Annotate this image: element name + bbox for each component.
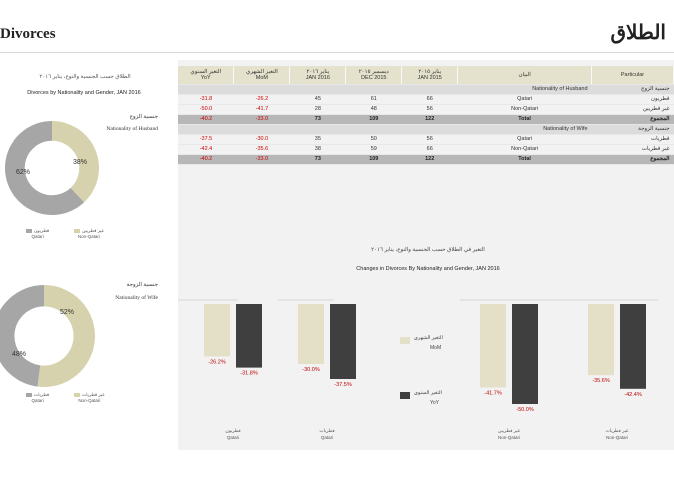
legend-label-en: Non-Qatari	[77, 234, 100, 239]
bar-label-yoy-0: -31.8%	[240, 370, 258, 377]
section-title-ar: جنسية الزوج	[592, 84, 674, 94]
cell-dec2015: 59	[346, 144, 402, 154]
donut-panel-title-ar: الطلاق حسب الجنسية والنوع، يناير ٢٠١٦	[39, 74, 131, 80]
page-title-ar: الطلاق	[610, 20, 666, 44]
table-row	[178, 144, 674, 154]
col-header-jan2015	[402, 66, 458, 84]
cell-jan2015: 66	[402, 94, 458, 104]
bar-chart-title-ar: التغير في الطلاق حسب الجنسية والنوع، يناير ٢٠١٦	[371, 247, 485, 253]
section-title-en: Nationality of Wife	[458, 124, 592, 134]
bar-label-yoy-3: -42.4%	[624, 391, 642, 398]
cell-yoy: -50.0	[178, 104, 234, 114]
bar-mom-0	[204, 304, 230, 356]
cell-jan2015: 66	[402, 144, 458, 154]
header-divider	[0, 52, 674, 53]
group-label-en-3: Non-Qatari	[605, 435, 629, 440]
bar-label-mom-2: -41.7%	[484, 390, 502, 397]
cell-jan2016: 35	[290, 134, 346, 144]
col-header-statement-ar	[458, 66, 592, 84]
wife-donut-chart	[0, 284, 96, 388]
cell-particular-en: Total	[458, 114, 592, 124]
legend-mom-en: MoM	[430, 345, 442, 351]
cell-dec2015: 48	[346, 104, 402, 114]
husband-legend-qatari	[26, 228, 49, 240]
legend-swatch	[26, 229, 32, 233]
bar-chart	[178, 282, 674, 450]
col-header-ar: يناير ٢٠١٦	[306, 68, 330, 75]
donut-panel	[0, 62, 168, 447]
col-header-ar: التغير الشهري	[246, 68, 278, 75]
col-header-mom	[234, 66, 290, 84]
cell-mom: -35.6	[234, 144, 290, 154]
wife-label-en: Nationality of Wife	[115, 295, 158, 301]
cell-mom: -33.0	[234, 154, 290, 164]
col-header-en: JAN 2016	[305, 74, 330, 81]
table-total-row	[178, 114, 674, 124]
cell-mom: -41.7	[234, 104, 290, 114]
husband-label-ar: جنسية الزوج	[129, 114, 158, 120]
legend-label-en: Qatari	[31, 398, 44, 403]
cell-jan2016: 38	[290, 144, 346, 154]
bar-yoy-1	[330, 304, 356, 379]
wife-legend-nonqatari	[74, 392, 105, 404]
section-title-ar: جنسية الزوجة	[592, 124, 674, 134]
cell-jan2015: 122	[402, 114, 458, 124]
cell-particular-en: Total	[458, 154, 592, 164]
cell-jan2015: 56	[402, 134, 458, 144]
wife-donut-nonqatari-slice	[38, 285, 95, 387]
section-spacer	[178, 84, 458, 94]
bar-label-yoy-2: -50.0%	[516, 407, 534, 413]
cell-mom: -30.0	[234, 134, 290, 144]
bar-yoy-2	[512, 304, 538, 404]
cell-particular-en: Non-Qatari	[458, 104, 592, 114]
cell-jan2015: 122	[402, 154, 458, 164]
col-header-en: DEC 2015	[361, 74, 387, 81]
table-total-row	[178, 154, 674, 164]
cell-yoy: -40.2	[178, 154, 234, 164]
legend-yoy-en: YoY	[430, 400, 439, 406]
col-header-en: YoY	[200, 74, 211, 81]
legend-label-ar: قطريون	[34, 228, 50, 233]
cell-particular-ar: قطريون	[592, 94, 674, 104]
legend-swatch	[26, 393, 32, 397]
cell-dec2015: 109	[346, 114, 402, 124]
legend-label-ar: غير قطريات	[82, 392, 105, 397]
bar-label-mom-0: -26.2%	[208, 359, 226, 366]
cell-dec2015: 61	[346, 94, 402, 104]
col-header-dec2015	[346, 66, 402, 84]
cell-mom: -33.0	[234, 114, 290, 124]
section-title-en: Nationality of Husband	[458, 84, 592, 94]
wife-donut-qatari-slice	[0, 285, 44, 387]
col-header-particular	[592, 66, 674, 84]
wife-qatari-pct: 48%	[12, 351, 27, 358]
bar-label-mom-1: -30.0%	[302, 367, 320, 373]
page-title-en: Divorces	[0, 26, 56, 42]
legend-label-ar: غير قطريين	[82, 228, 104, 233]
bar-label-yoy-1: -37.5%	[334, 382, 352, 388]
cell-yoy: -40.2	[178, 114, 234, 124]
husband-label-en: Nationality of Husband	[106, 126, 158, 132]
husband-nonqatari-pct: 38%	[73, 159, 88, 166]
group-label-en-1: Qatari	[320, 435, 334, 440]
wife-nonqatari-pct: 52%	[60, 309, 75, 316]
cell-particular-ar: غير قطريات	[592, 144, 674, 154]
husband-legend-nonqatari	[74, 228, 104, 240]
cell-particular-ar: المجموع	[592, 114, 674, 124]
bar-yoy-0	[236, 304, 262, 368]
legend-yoy-ar: التغير السنوي	[414, 390, 442, 396]
col-header-ar: البيان	[518, 71, 531, 78]
cell-jan2016: 73	[290, 154, 346, 164]
col-header-ar: التغير السنوي	[190, 68, 222, 75]
cell-dec2015: 109	[346, 154, 402, 164]
table-section-header	[178, 124, 674, 134]
cell-mom: -26.2	[234, 94, 290, 104]
group-label-ar-2: غير قطريين	[498, 429, 520, 434]
bar-mom-2	[480, 304, 506, 387]
table-row	[178, 134, 674, 144]
cell-particular-ar: المجموع	[592, 154, 674, 164]
cell-dec2015: 50	[346, 134, 402, 144]
husband-qatari-pct: 62%	[16, 169, 31, 176]
legend-swatch	[74, 393, 80, 397]
cell-jan2016: 73	[290, 114, 346, 124]
col-header-jan2016	[290, 66, 346, 84]
bar-mom-1	[298, 304, 324, 364]
col-header-yoy	[178, 66, 234, 84]
bar-chart-title-en: Changes in Divorces By Nationality and Gender, JAN 2016	[356, 266, 500, 272]
cell-particular-ar: غير قطريين	[592, 104, 674, 114]
wife-legend-qatari	[26, 392, 49, 404]
cell-particular-en: Qatari	[458, 94, 592, 104]
husband-donut-chart	[4, 120, 100, 216]
table-section-header	[178, 84, 674, 94]
bar-label-mom-3: -35.6%	[592, 378, 610, 385]
col-header-en: JAN 2015	[417, 74, 442, 81]
wife-label-ar: جنسية الزوجة	[126, 282, 158, 288]
bar-yoy-3	[620, 304, 646, 389]
group-label-ar-3: غير قطريات	[605, 429, 629, 434]
cell-jan2016: 45	[290, 94, 346, 104]
group-label-en-0: Qatari	[226, 435, 240, 440]
legend-label-en: Non-Qatari	[78, 398, 101, 403]
col-header-en: MoM	[255, 74, 269, 81]
bar-mom-3	[588, 304, 614, 375]
legend-swatch	[74, 229, 80, 233]
cell-particular-en: Non-Qatari	[458, 144, 592, 154]
group-label-ar-1: قطريات	[319, 429, 335, 434]
col-header-ar: ديسمبر ٢٠١٥	[358, 68, 389, 75]
legend-label-en: Qatari	[31, 234, 44, 239]
legend-swatch-yoy	[400, 392, 410, 399]
table-row	[178, 104, 674, 114]
cell-yoy: -37.5	[178, 134, 234, 144]
donut-panel-title-en: Divorces by Nationality and Gender, JAN 2016	[27, 90, 141, 96]
legend-mom-ar: التغير الشهري	[414, 335, 443, 341]
group-label-en-2: Non-Qatari	[497, 435, 521, 440]
cell-particular-en: Qatari	[458, 134, 592, 144]
group-label-ar-0: قطريون	[225, 429, 241, 434]
legend-label-ar: قطريات	[34, 392, 50, 397]
cell-particular-ar: قطريات	[592, 134, 674, 144]
cell-yoy: -31.8	[178, 94, 234, 104]
legend-swatch-mom	[400, 337, 410, 344]
table-and-chart-panel	[178, 60, 674, 450]
table-row	[178, 94, 674, 104]
col-header-ar: يناير ٢٠١٥	[418, 68, 442, 75]
cell-jan2016: 28	[290, 104, 346, 114]
col-header-en: Particular	[620, 71, 645, 78]
section-spacer	[178, 124, 458, 134]
cell-yoy: -42.4	[178, 144, 234, 154]
cell-jan2015: 56	[402, 104, 458, 114]
divorces-table	[178, 66, 674, 165]
